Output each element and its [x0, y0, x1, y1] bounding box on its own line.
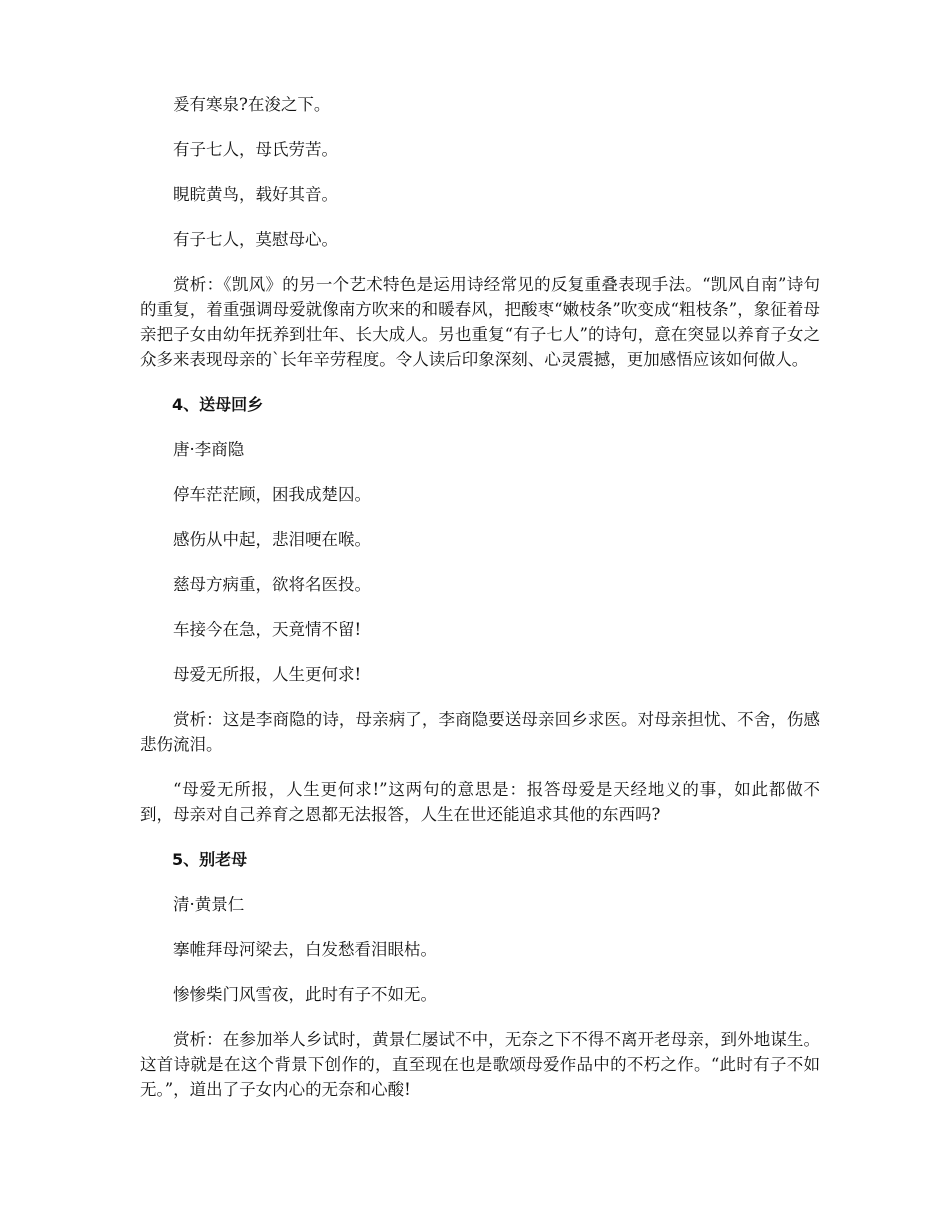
- poem-line: 有子七人，母氏劳苦。: [173, 140, 338, 159]
- section-heading: 5、别老母: [172, 850, 248, 869]
- appreciation-paragraph: 赏析：《凯风》的另一个艺术特色是运用诗经常见的反复重叠表现手法。“凯风自南”诗句的重复，着重强调母爱就像南方吹来的和暖春风，把酸枣“嫩枝条”吹变成“粗枝条”，象征着母亲把子女由幼年抚养到壮年、长大成人。另也重复“有子七人”的诗句，意在突显以养育子女之众多来表现母亲的`长年辛劳程度。令人读后印象深刻、心灵震撼，更加感悟应该如何做人。: [140, 275, 820, 369]
- section-heading: 4、送母回乡: [172, 395, 264, 414]
- poem-line: 睍睆黄鸟，载好其音。: [173, 185, 338, 204]
- document-page: [140, 92, 820, 1122]
- poem-line: 搴帷拜母河梁去，白发愁看泪眼枯。: [173, 940, 437, 959]
- poem-line: 母爱无所报，人生更何求!: [173, 665, 362, 684]
- appreciation-paragraph: 赏析：在参加举人乡试时，黄景仁屡试不中，无奈之下不得不离开老母亲，到外地谋生。这首诗就是在这个背景下创作的，直至现在也是歌颂母爱作品中的不朽之作。“此时有子不如无。”，道出了子女内心的无奈和心酸!: [140, 1030, 820, 1099]
- appreciation-paragraph: 赏析：这是李商隐的诗，母亲病了，李商隐要送母亲回乡求医。对母亲担忧、不舍，伤感悲伤流泪。: [140, 710, 820, 754]
- poem-line: 停车茫茫顾，困我成楚囚。: [173, 485, 371, 504]
- poem-line: 车接今在急，天竟情不留!: [173, 620, 362, 639]
- poem-line: 惨惨柴门风雪夜，此时有子不如无。: [173, 985, 437, 1004]
- poem-author: 唐·李商隐: [173, 440, 245, 459]
- poem-author: 清·黄景仁: [173, 895, 245, 914]
- explanation-paragraph: “母爱无所报，人生更何求!”这两句的意思是：报答母爱是天经地义的事，如此都做不到，母亲对自己养育之恩都无法报答，人生在世还能追求其他的东西吗?: [140, 780, 820, 824]
- poem-line: 爰有寒泉?在浚之下。: [173, 95, 331, 114]
- poem-line: 慈母方病重，欲将名医投。: [173, 575, 371, 594]
- poem-line: 感伤从中起，悲泪哽在喉。: [173, 530, 371, 549]
- poem-line: 有子七人，莫慰母心。: [173, 230, 338, 249]
